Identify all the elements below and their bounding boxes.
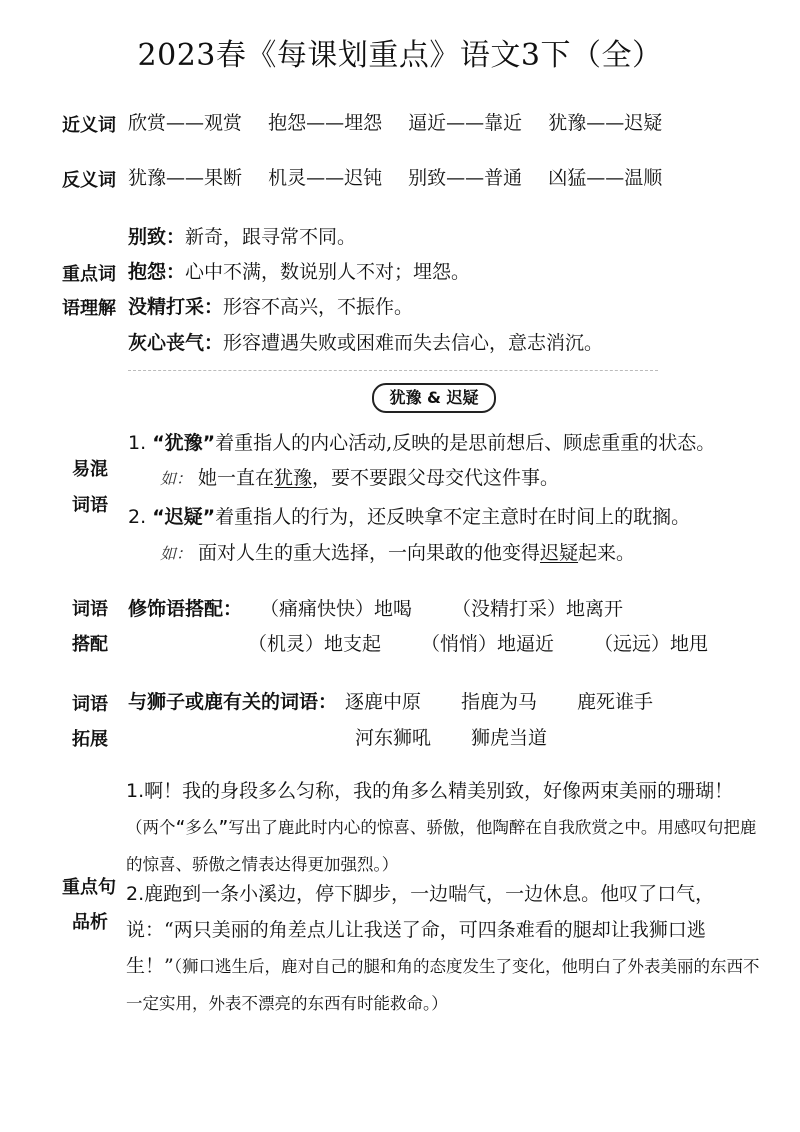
item-number: 1. <box>128 432 147 454</box>
sentence-text: 啊！我的身段多么匀称，我的角多么精美别致，好像两束美丽的珊瑚！ <box>144 780 734 802</box>
definition-text: 心中不满，数说别人不对；埋怨。 <box>185 261 471 283</box>
confusing-word: “犹豫” <box>152 432 216 454</box>
confusing-item <box>128 428 715 455</box>
collocation-label-line2: 搭配 <box>72 634 108 655</box>
confusing-label-line2: 词语 <box>72 495 108 516</box>
synonyms-label: 近义词 <box>62 115 116 136</box>
collocation-heading: 修饰语搭配： <box>128 598 243 620</box>
antonyms-label: 反义词 <box>62 170 116 191</box>
example-mark: 如： <box>160 469 193 488</box>
example-mark: 如： <box>160 544 193 563</box>
synonym-pair: 逼近——靠近 <box>408 112 523 134</box>
example-text-pre: 她一直在 <box>198 467 275 489</box>
expand-label-line1: 词语 <box>72 694 108 715</box>
definition-term: 抱怨： <box>128 261 186 283</box>
antonym-pair: 犹豫——果断 <box>128 167 243 189</box>
section-divider <box>128 370 658 371</box>
definition-item <box>128 292 413 319</box>
expand-idiom: 逐鹿中原 <box>345 691 422 713</box>
definition-term: 别致： <box>128 226 186 248</box>
page-title: 2023春《每课划重点》语文3下（全） <box>137 38 663 73</box>
definition-text: 形容遭遇失败或困难而失去信心，意志消沉。 <box>223 332 604 354</box>
collocation-row <box>248 629 708 656</box>
sentence-comment: （两个“多么”写出了鹿此时内心的惊喜、骄傲，他陶醉在自我欣赏之中。用感叹句把鹿的惊喜、骄傲之情表达得更加强烈。） <box>126 818 757 874</box>
item-number: 2. <box>126 883 145 905</box>
definition-item <box>128 328 603 355</box>
sentence-text: 鹿跑到一条小溪边，停下脚步，一边喘气，一边休息。他叹了口气，说：“两只美丽的角差点儿让我送了命，可四条难看的腿却让我狮口逃生！” <box>126 883 715 977</box>
example-text-post: 起来。 <box>578 542 636 564</box>
sentences-label-line2: 品析 <box>72 912 108 933</box>
sentence-comment: （狮口逃生后，鹿对自己的腿和角的态度发生了变化，他明白了外表美丽的东西不一定实用，外表不漂亮的东西有时能救命。） <box>126 957 760 1013</box>
confusing-word: “迟疑” <box>152 506 216 528</box>
example-underlined-word: 犹豫 <box>274 467 313 489</box>
collocation-label-line1: 词语 <box>72 599 108 620</box>
antonym-pair: 机灵——迟钝 <box>268 167 383 189</box>
example-text-pre: 面对人生的重大选择，一向果敢的他变得 <box>198 542 541 564</box>
expand-idiom: 指鹿为马 <box>461 691 538 713</box>
antonyms-row <box>128 163 682 190</box>
definition-item <box>128 257 470 284</box>
expand-label-line2: 拓展 <box>72 729 108 750</box>
definition-term: 灰心丧气： <box>128 332 224 354</box>
sentence-analysis <box>126 773 766 883</box>
collocation-phrase: （痛痛快快）地喝 <box>260 598 413 620</box>
synonyms-row <box>128 108 682 135</box>
definition-term: 没精打采： <box>128 296 224 318</box>
keywords-label-line2: 语理解 <box>62 298 116 319</box>
example-underlined-word: 迟疑 <box>540 542 579 564</box>
item-number: 2. <box>128 506 147 528</box>
confusing-example <box>160 463 559 490</box>
confusing-example <box>160 538 635 565</box>
collocation-phrase: （远远）地甩 <box>594 633 709 655</box>
antonym-pair: 别致——普通 <box>408 167 523 189</box>
confusing-explanation: 着重指人的行为，还反映拿不定主意时在时间上的耽搁。 <box>215 506 691 528</box>
example-text-post: ，要不要跟父母交代这件事。 <box>312 467 560 489</box>
antonym-pair: 凶猛——温顺 <box>548 167 663 189</box>
synonym-pair: 抱怨——埋怨 <box>268 112 383 134</box>
expand-row <box>128 687 653 714</box>
confusing-pair-badge: 犹豫 & 迟疑 <box>372 383 496 413</box>
collocation-row <box>128 594 623 621</box>
definition-text: 新奇，跟寻常不同。 <box>185 226 357 248</box>
expand-idiom: 狮虎当道 <box>471 727 548 749</box>
sentence-analysis <box>126 876 766 1022</box>
definition-item <box>128 222 356 249</box>
keywords-label-line1: 重点词 <box>62 264 116 285</box>
definition-text: 形容不高兴，不振作。 <box>223 296 414 318</box>
collocation-phrase: （机灵）地支起 <box>248 633 382 655</box>
sentences-label-line1: 重点句 <box>62 877 116 898</box>
confusing-label-line1: 易混 <box>72 459 108 480</box>
collocation-phrase: （悄悄）地逼近 <box>421 633 555 655</box>
synonym-pair: 欣赏——观赏 <box>128 112 243 134</box>
synonym-pair: 犹豫——迟疑 <box>548 112 663 134</box>
expand-idiom: 河东狮吼 <box>355 727 432 749</box>
expand-heading: 与狮子或鹿有关的词语： <box>128 691 338 713</box>
confusing-explanation: 着重指人的内心活动,反映的是思前想后、顾虑重重的状态。 <box>215 432 716 454</box>
expand-idiom: 鹿死谁手 <box>577 691 654 713</box>
expand-row <box>355 723 547 750</box>
item-number: 1. <box>126 780 145 802</box>
confusing-item <box>128 502 690 529</box>
collocation-phrase: （没精打采）地离开 <box>452 598 624 620</box>
